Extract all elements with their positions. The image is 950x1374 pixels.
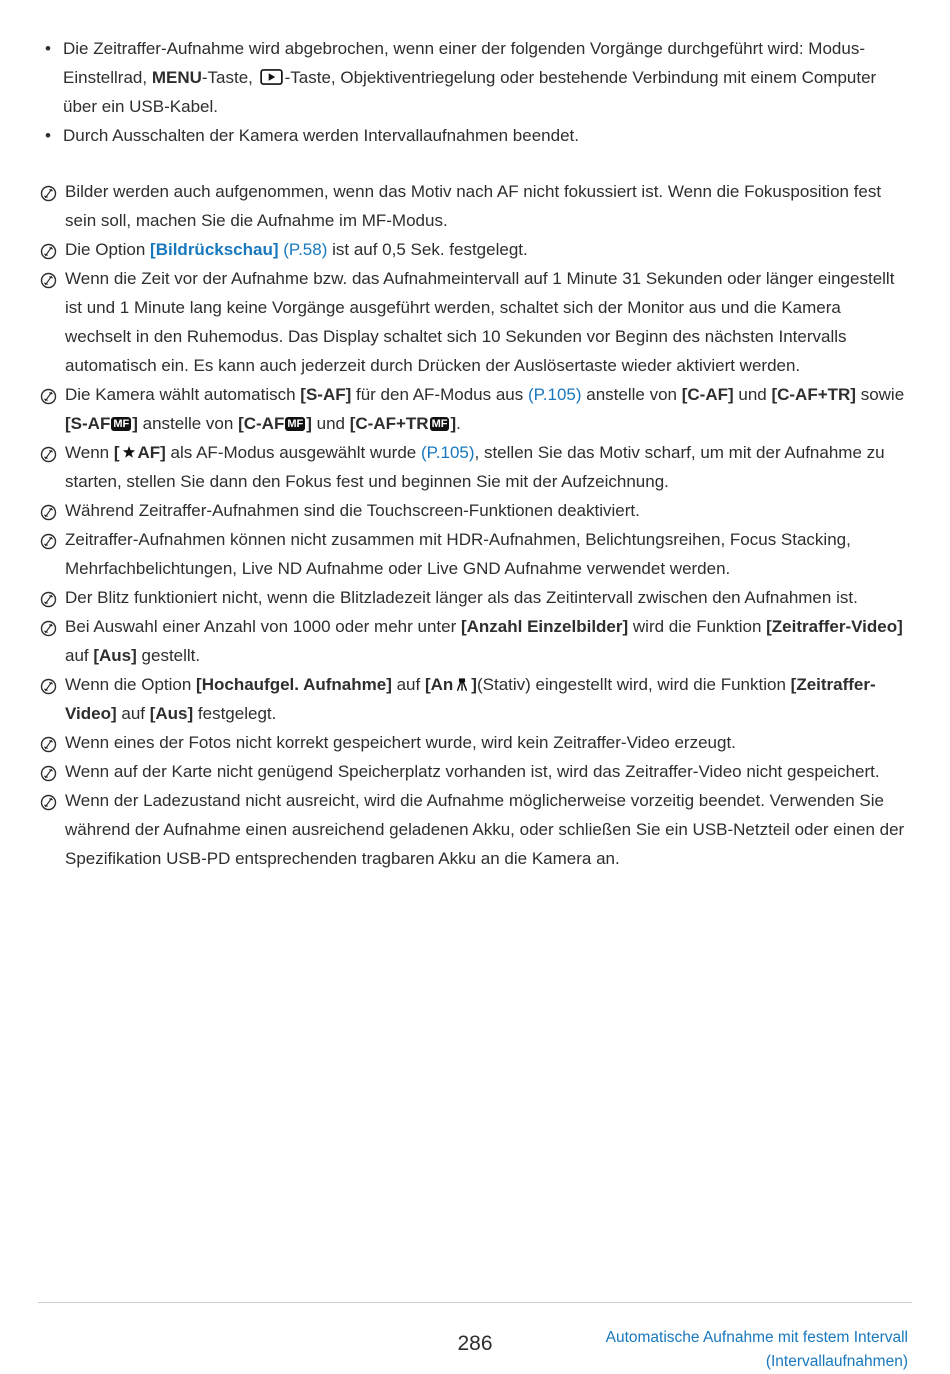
note-icon	[40, 269, 57, 286]
footer-section-title	[606, 1326, 908, 1374]
text-segment: [Aus]	[93, 646, 137, 665]
note-text	[65, 443, 889, 491]
cross-reference-link[interactable]: (P.105)	[527, 385, 582, 404]
note-icon	[40, 791, 57, 808]
bullet-item	[40, 34, 908, 121]
text-segment: festgelegt.	[193, 704, 277, 723]
note-icon	[40, 443, 57, 460]
note-item	[40, 786, 908, 873]
mf-badge-icon: MF	[287, 418, 304, 430]
footer-divider	[38, 1302, 912, 1303]
text-segment: [Zeitraffer-Video]	[65, 675, 876, 723]
text-segment: Wenn	[65, 443, 114, 462]
note-icon	[40, 240, 57, 257]
note-icon	[40, 501, 57, 518]
text-segment: Wenn auf der Karte nicht genügend Speicherplatz vorhanden ist, wird das Zeitraffer-Video nicht gespeichert.	[65, 762, 880, 781]
cross-reference-link[interactable]: [Bildrückschau]	[150, 240, 279, 259]
text-segment: ist auf 0,5 Sek. festgelegt.	[327, 240, 528, 259]
note-text	[65, 762, 880, 781]
footer-section-title-line1: Automatische Aufnahme mit festem Intervall	[605, 1329, 908, 1346]
text-segment: AF]	[137, 443, 166, 462]
mf-badge-icon: MF	[431, 418, 448, 430]
text-segment: [S-AF	[65, 414, 111, 433]
text-segment: [C-AF+TR]	[771, 385, 856, 404]
note-text	[65, 733, 736, 752]
note-item	[40, 496, 908, 525]
text-segment: [S-AF]	[300, 385, 352, 404]
note-text	[65, 617, 908, 665]
note-icon	[40, 588, 57, 605]
notes-list	[40, 177, 908, 873]
footer-section-title-line2: (Intervallaufnahmen)	[765, 1353, 908, 1370]
starry-sky-af-icon	[122, 438, 136, 467]
note-icon	[40, 675, 57, 692]
note-icon	[40, 617, 57, 634]
text-segment: Die Kamera wählt automatisch	[65, 385, 301, 404]
text-segment: als AF-Modus ausgewählt wurde	[165, 443, 421, 462]
note-icon	[40, 762, 57, 779]
text-segment: anstelle von	[581, 385, 682, 404]
note-icon	[40, 733, 57, 750]
text-segment: auf	[65, 617, 908, 665]
text-segment: Die Zeitraffer-Aufnahme wird abgebrochen, wenn einer der folgenden Vorgänge durchgeführt wird: Modus-Einstellrad,	[63, 39, 865, 87]
text-segment: [C-AF+TR	[349, 414, 429, 433]
mf-badge-icon: MF	[113, 418, 130, 430]
bullet-item	[40, 121, 908, 150]
tripod-icon	[455, 670, 469, 699]
text-segment: auf	[116, 704, 150, 723]
note-text	[65, 385, 909, 433]
text-segment: Bei Auswahl einer Anzahl von 1000 oder mehr unter	[65, 617, 461, 636]
text-segment: anstelle von	[137, 414, 239, 433]
note-item	[40, 670, 908, 728]
note-icon	[40, 385, 57, 402]
text-segment: Wenn die Option	[65, 675, 197, 694]
bullet-list	[40, 34, 908, 150]
text-segment: ]	[450, 414, 457, 433]
note-item	[40, 235, 908, 264]
text-segment: ]	[306, 414, 312, 433]
note-text	[65, 269, 899, 375]
text-segment: Wenn eines der Fotos nicht korrekt gespeichert wurde, wird kein Zeitraffer-Video erzeugt.	[65, 733, 736, 752]
text-segment: Während Zeitraffer-Aufnahmen sind die Touchscreen-Funktionen deaktiviert.	[65, 501, 640, 520]
text-segment: wird die Funktion	[628, 617, 767, 636]
text-segment: [Zeitraffer-Video]	[766, 617, 903, 636]
note-text	[65, 501, 640, 520]
note-icon	[40, 182, 57, 199]
note-text	[65, 675, 876, 723]
text-segment: sowie	[855, 385, 909, 404]
note-text	[65, 588, 858, 607]
text-segment: -Taste, Objektiventriegelung oder bestehende Verbindung mit einem Computer über ein USB-Kabel.	[63, 68, 881, 116]
note-item	[40, 380, 908, 438]
text-segment: (Stativ) eingestellt wird, wird die Funktion	[476, 675, 791, 694]
text-segment: [C-AF	[238, 414, 285, 433]
text-segment: Wenn der Ladezustand nicht ausreicht, wird die Aufnahme möglicherweise vorzeitig beendet. Verwenden Sie während der Aufnahme einen ausreichend geladenen Akku, oder schließen Sie ein USB-Netzteil oder einen der Spezifikation USB-PD entsprechenden tragbaren Akku an die Kamera an.	[65, 791, 909, 868]
text-segment: auf	[391, 675, 425, 694]
note-icon	[40, 530, 57, 547]
note-item	[40, 612, 908, 670]
note-text	[65, 530, 856, 578]
text-segment: [Hochaufgel. Aufnahme]	[196, 675, 392, 694]
text-segment: Der Blitz funktioniert nicht, wenn die Blitzladezeit länger als das Zeitintervall zwischen den Aufnahmen ist.	[65, 588, 858, 607]
text-segment: Wenn die Zeit vor der Aufnahme bzw. das Aufnahmeintervall auf 1 Minute 31 Sekunden oder länger eingestellt ist und 1 Minute lang keine Vorgänge ausgeführt werden, schaltet sich der Monitor aus und die Kamera wechselt in den Ruhemodus. Das Display schaltet sich 10 Sekunden vor Beginn des nächsten Intervalls automatisch ein. Es kann auch jederzeit durch Drücken der Auslösertaste wieder aktiviert werden.	[65, 269, 900, 375]
text-segment: [Aus]	[149, 704, 194, 723]
note-item	[40, 177, 908, 235]
playback-button-icon	[260, 63, 283, 92]
note-item	[40, 728, 908, 757]
note-item	[40, 438, 908, 496]
page-number: 286	[457, 1332, 493, 1355]
note-text	[65, 240, 528, 259]
note-item	[40, 583, 908, 612]
text-segment: [	[113, 443, 120, 462]
text-segment: und	[311, 414, 350, 433]
text-segment: , stellen Sie das Motiv scharf, um mit der Aufnahme zu starten, stellen Sie dann den Fokus fest und beginnen Sie mit der Aufzeichnung.	[65, 443, 890, 491]
note-text	[65, 182, 886, 230]
text-segment: .	[456, 414, 461, 433]
text-segment: [C-AF]	[681, 385, 734, 404]
text-segment: Zeitraffer-Aufnahmen können nicht zusammen mit HDR-Aufnahmen, Belichtungsreihen, Focus Stacking, Mehrfachbelichtungen, Live ND Aufnahme oder Live GND Aufnahme verwendet werden.	[65, 530, 856, 578]
text-segment: Die Option	[65, 240, 151, 259]
text-segment: -Taste,	[201, 68, 258, 87]
text-segment: Durch Ausschalten der Kamera werden Intervallaufnahmen beendet.	[63, 126, 579, 145]
text-segment: [Anzahl Einzelbilder]	[460, 617, 629, 636]
text-segment: ]	[471, 675, 477, 694]
text-segment: gestellt.	[136, 646, 201, 665]
text-segment: [An	[424, 675, 454, 694]
text-segment: ]	[132, 414, 138, 433]
note-text	[65, 791, 909, 868]
text-segment: für den AF-Modus aus	[351, 385, 528, 404]
note-item	[40, 757, 908, 786]
note-item	[40, 525, 908, 583]
note-item	[40, 264, 908, 380]
text-segment: MENU	[151, 68, 202, 87]
text-segment: und	[733, 385, 772, 404]
cross-reference-link[interactable]: (P.58)	[283, 240, 328, 259]
text-segment: Bilder werden auch aufgenommen, wenn das Motiv nach AF nicht fokussiert ist. Wenn die Fokusposition fest sein soll, machen Sie die Aufnahme im MF-Modus.	[65, 182, 886, 230]
cross-reference-link[interactable]: (P.105)	[420, 443, 475, 462]
